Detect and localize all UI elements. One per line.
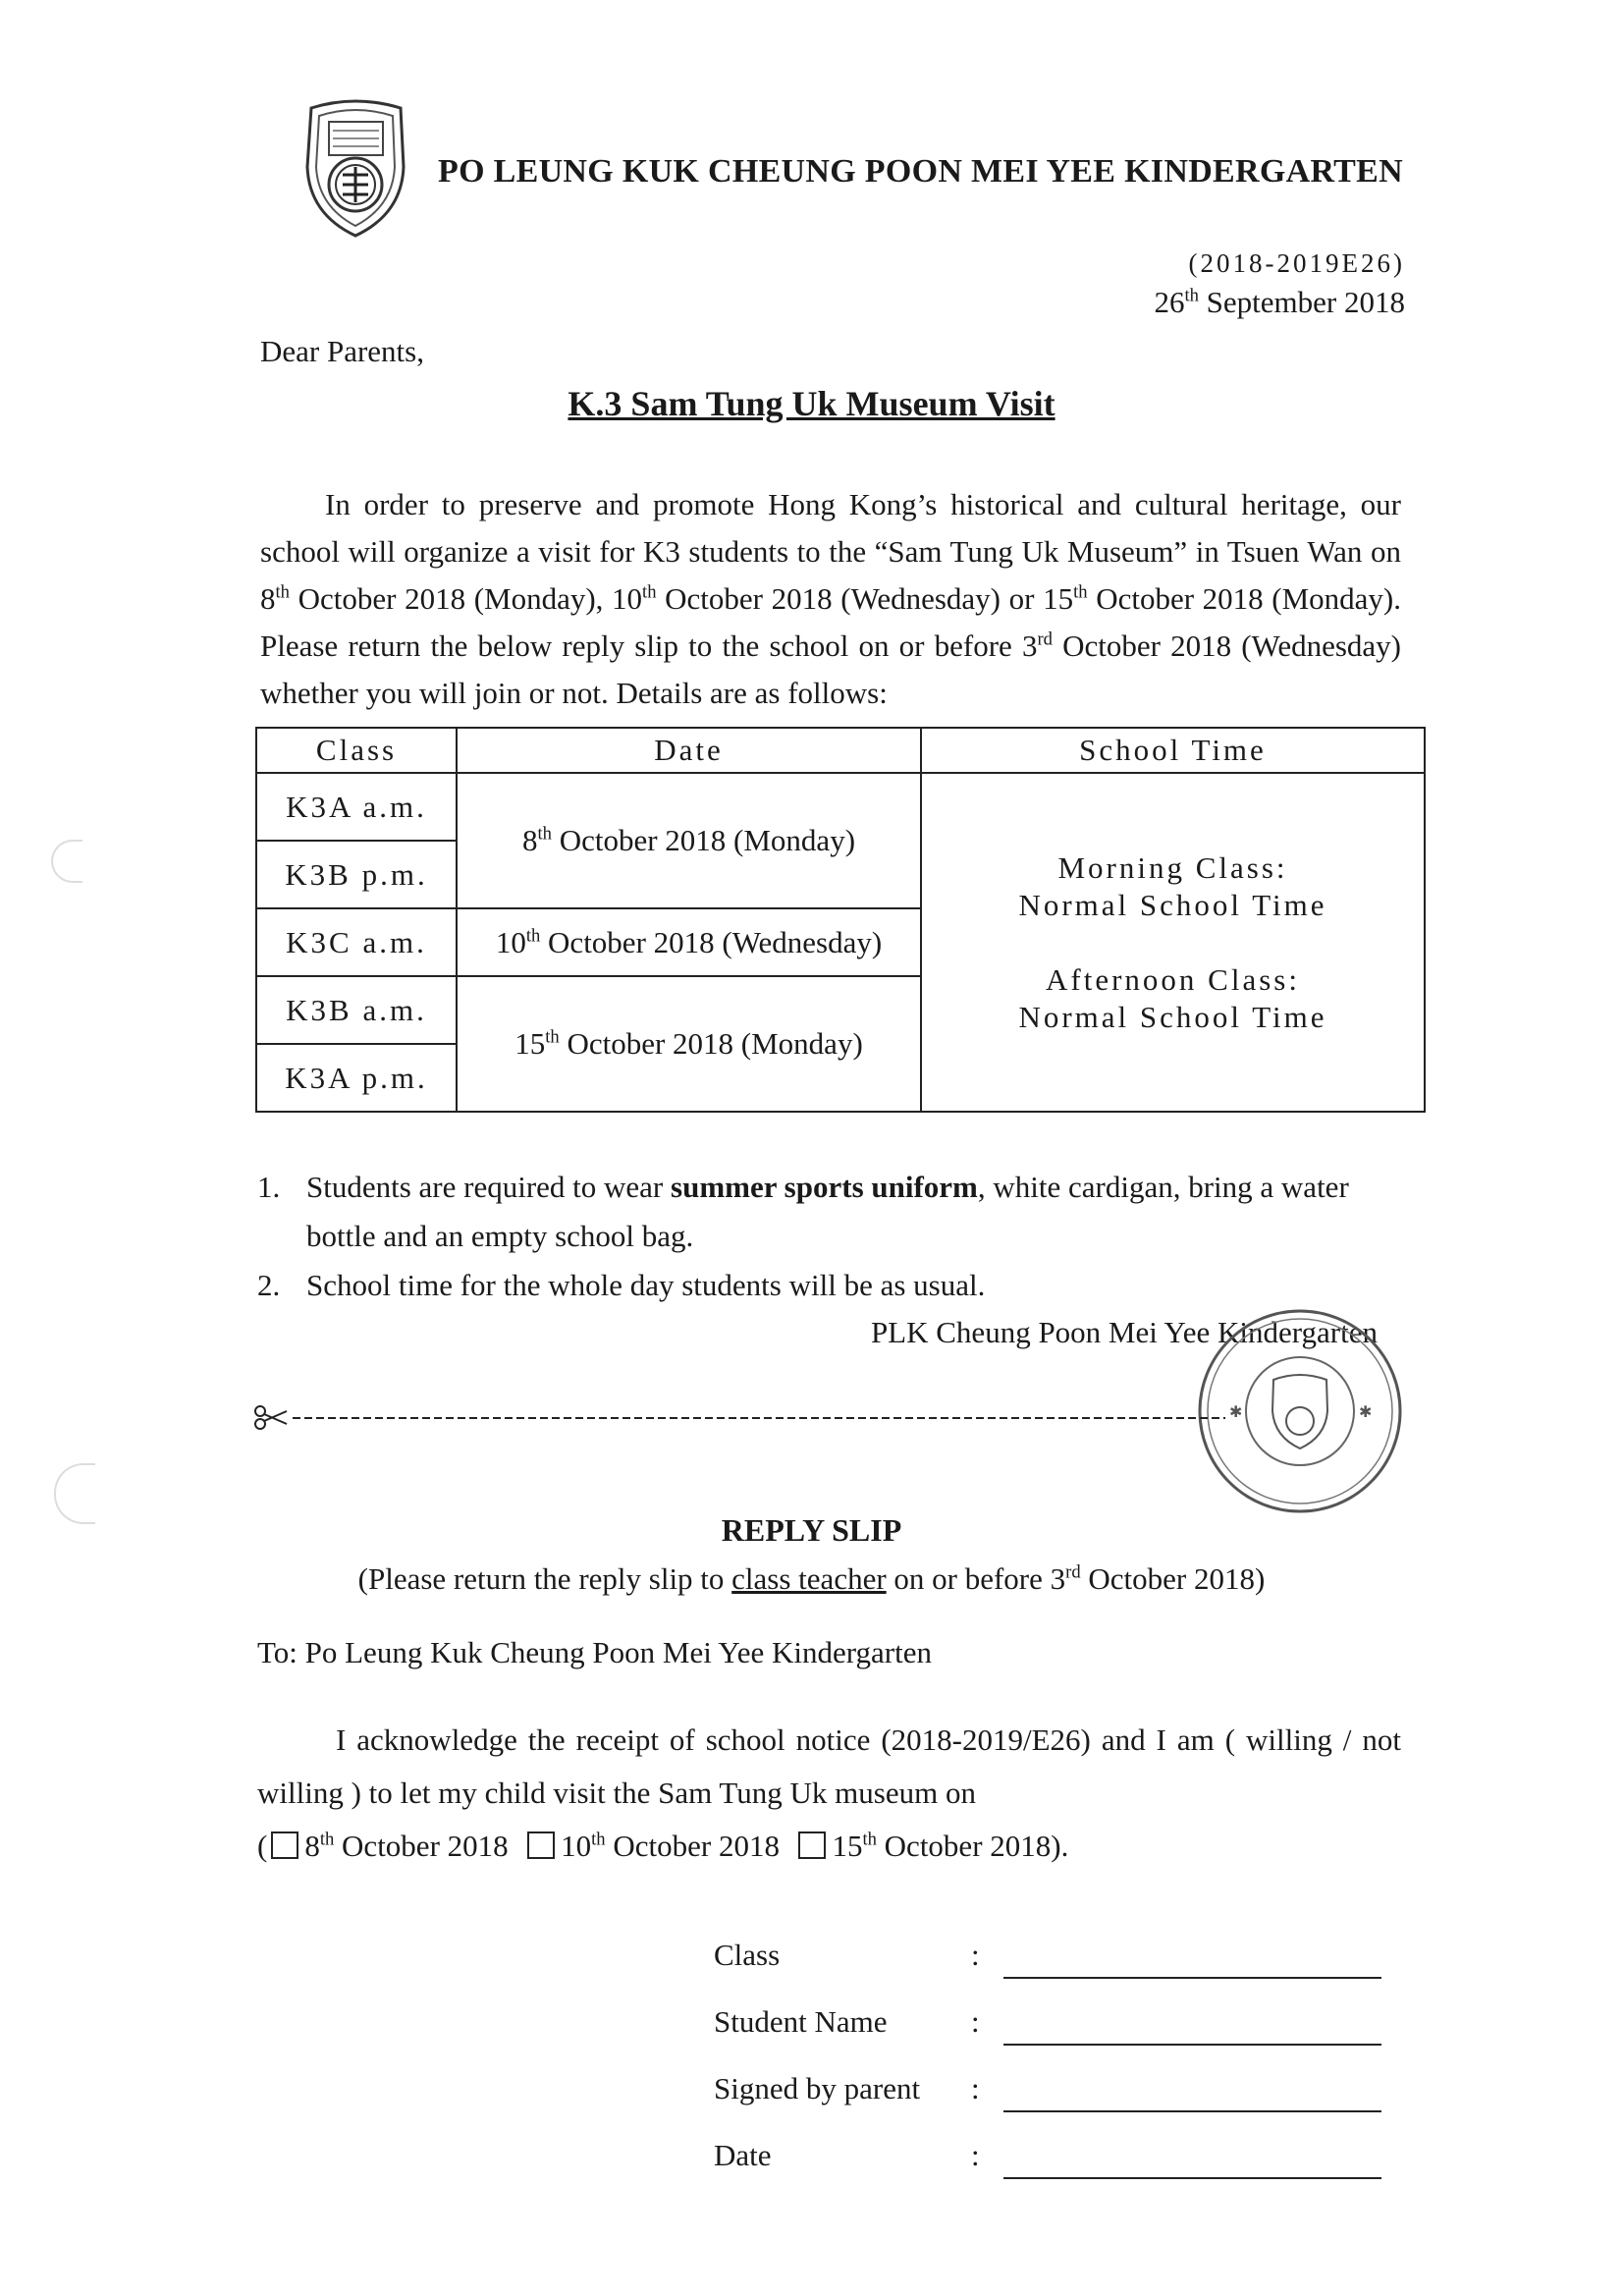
table-header-row — [256, 728, 1425, 773]
date-cell: 15th October 2018 (Monday) — [457, 976, 921, 1112]
table-header-cell: Class — [256, 728, 457, 773]
acknowledgement: I acknowledge the receipt of school notice (2018-2019/E26) and I am ( willing / not willing ) to let my child visit the Sam Tung Uk museum on ( 8th October 2018 10th October 2018 15th October 2018). — [257, 1714, 1401, 1873]
morning-class-label: Morning Class: — [1057, 849, 1288, 885]
scissors-icon — [255, 1406, 287, 1429]
date-field[interactable]: Date : — [714, 2138, 1381, 2205]
intro-paragraph: In order to preserve and promote Hong Kong’s historical and cultural heritage, our school will organize a visit for K3 students to the “Sam Tung Uk Museum” in Tsuen Wan on 8th October 2018 (Monday), 10th October 2018 (Wednesday) or 15th October 2018 (Monday). Please return the below reply slip to the school on or before 3rd October 2018 (Wednesday) whether you will join or not. Details are as follows: — [260, 487, 1402, 710]
notice-date: 26th September 2018 — [1154, 285, 1405, 319]
afternoon-class-time: Normal School Time — [1018, 999, 1327, 1034]
signoff: PLK Cheung Poon Mei Yee Kindergarten — [870, 1315, 1378, 1349]
class-field[interactable]: Class : — [714, 1938, 1381, 2004]
class-cell: K3C a.m. — [256, 908, 457, 976]
salutation: Dear Parents, — [260, 334, 424, 368]
svg-text:✱: ✱ — [1229, 1404, 1243, 1421]
table-header-cell: School Time — [921, 728, 1425, 773]
reply-slip-instruction: (Please return the reply slip to class teacher on or before 3rd October 2018) — [357, 1561, 1266, 1596]
parent-signature-field[interactable]: Signed by parent : — [714, 2071, 1381, 2138]
table-header-cell: Date — [457, 728, 921, 773]
morning-class-time: Normal School Time — [1018, 887, 1327, 922]
afternoon-class-label: Afternoon Class: — [1046, 961, 1300, 997]
table-row — [256, 773, 1425, 841]
list-item: 2. School time for the whole day students will be as usual. — [257, 1268, 986, 1302]
reply-recipient: To: Po Leung Kuk Cheung Poon Mei Yee Kindergarten — [257, 1635, 932, 1669]
class-cell: K3A a.m. — [256, 773, 457, 841]
checkbox-8-oct[interactable] — [271, 1831, 298, 1859]
school-crest-icon — [299, 98, 412, 241]
reply-fields — [714, 1938, 1381, 2205]
student-name-field[interactable]: Student Name : — [714, 2004, 1381, 2071]
date-cell: 8th October 2018 (Monday) — [457, 773, 921, 908]
cut-line — [253, 1402, 1235, 1432]
punch-hole-mark — [51, 840, 82, 883]
checkbox-15-oct[interactable] — [798, 1831, 826, 1859]
notes-list — [257, 1163, 1401, 1310]
class-cell: K3B p.m. — [256, 841, 457, 908]
date-options: ( 8th October 2018 10th October 2018 15th October 2018). — [257, 1829, 1069, 1863]
list-item: 1. Students are required to wear summer sports uniform, white cardigan, bring a water bottle and an empty school bag. — [257, 1170, 1349, 1253]
reply-slip-title: REPLY SLIP — [721, 1512, 902, 1548]
notice-reference: (2018-2019E26) — [1188, 248, 1405, 278]
notice-title: K.3 Sam Tung Uk Museum Visit — [568, 384, 1055, 423]
school-name: PO LEUNG KUK CHEUNG POON MEI YEE KINDERGARTEN — [438, 153, 1403, 190]
schedule-table — [255, 727, 1426, 1113]
svg-text:✱: ✱ — [1359, 1404, 1373, 1421]
class-cell: K3B a.m. — [256, 976, 457, 1044]
class-cell: K3A p.m. — [256, 1044, 457, 1112]
checkbox-10-oct[interactable] — [527, 1831, 555, 1859]
school-time-cell — [921, 773, 1425, 1112]
date-cell: 10th October 2018 (Wednesday) — [457, 908, 921, 976]
